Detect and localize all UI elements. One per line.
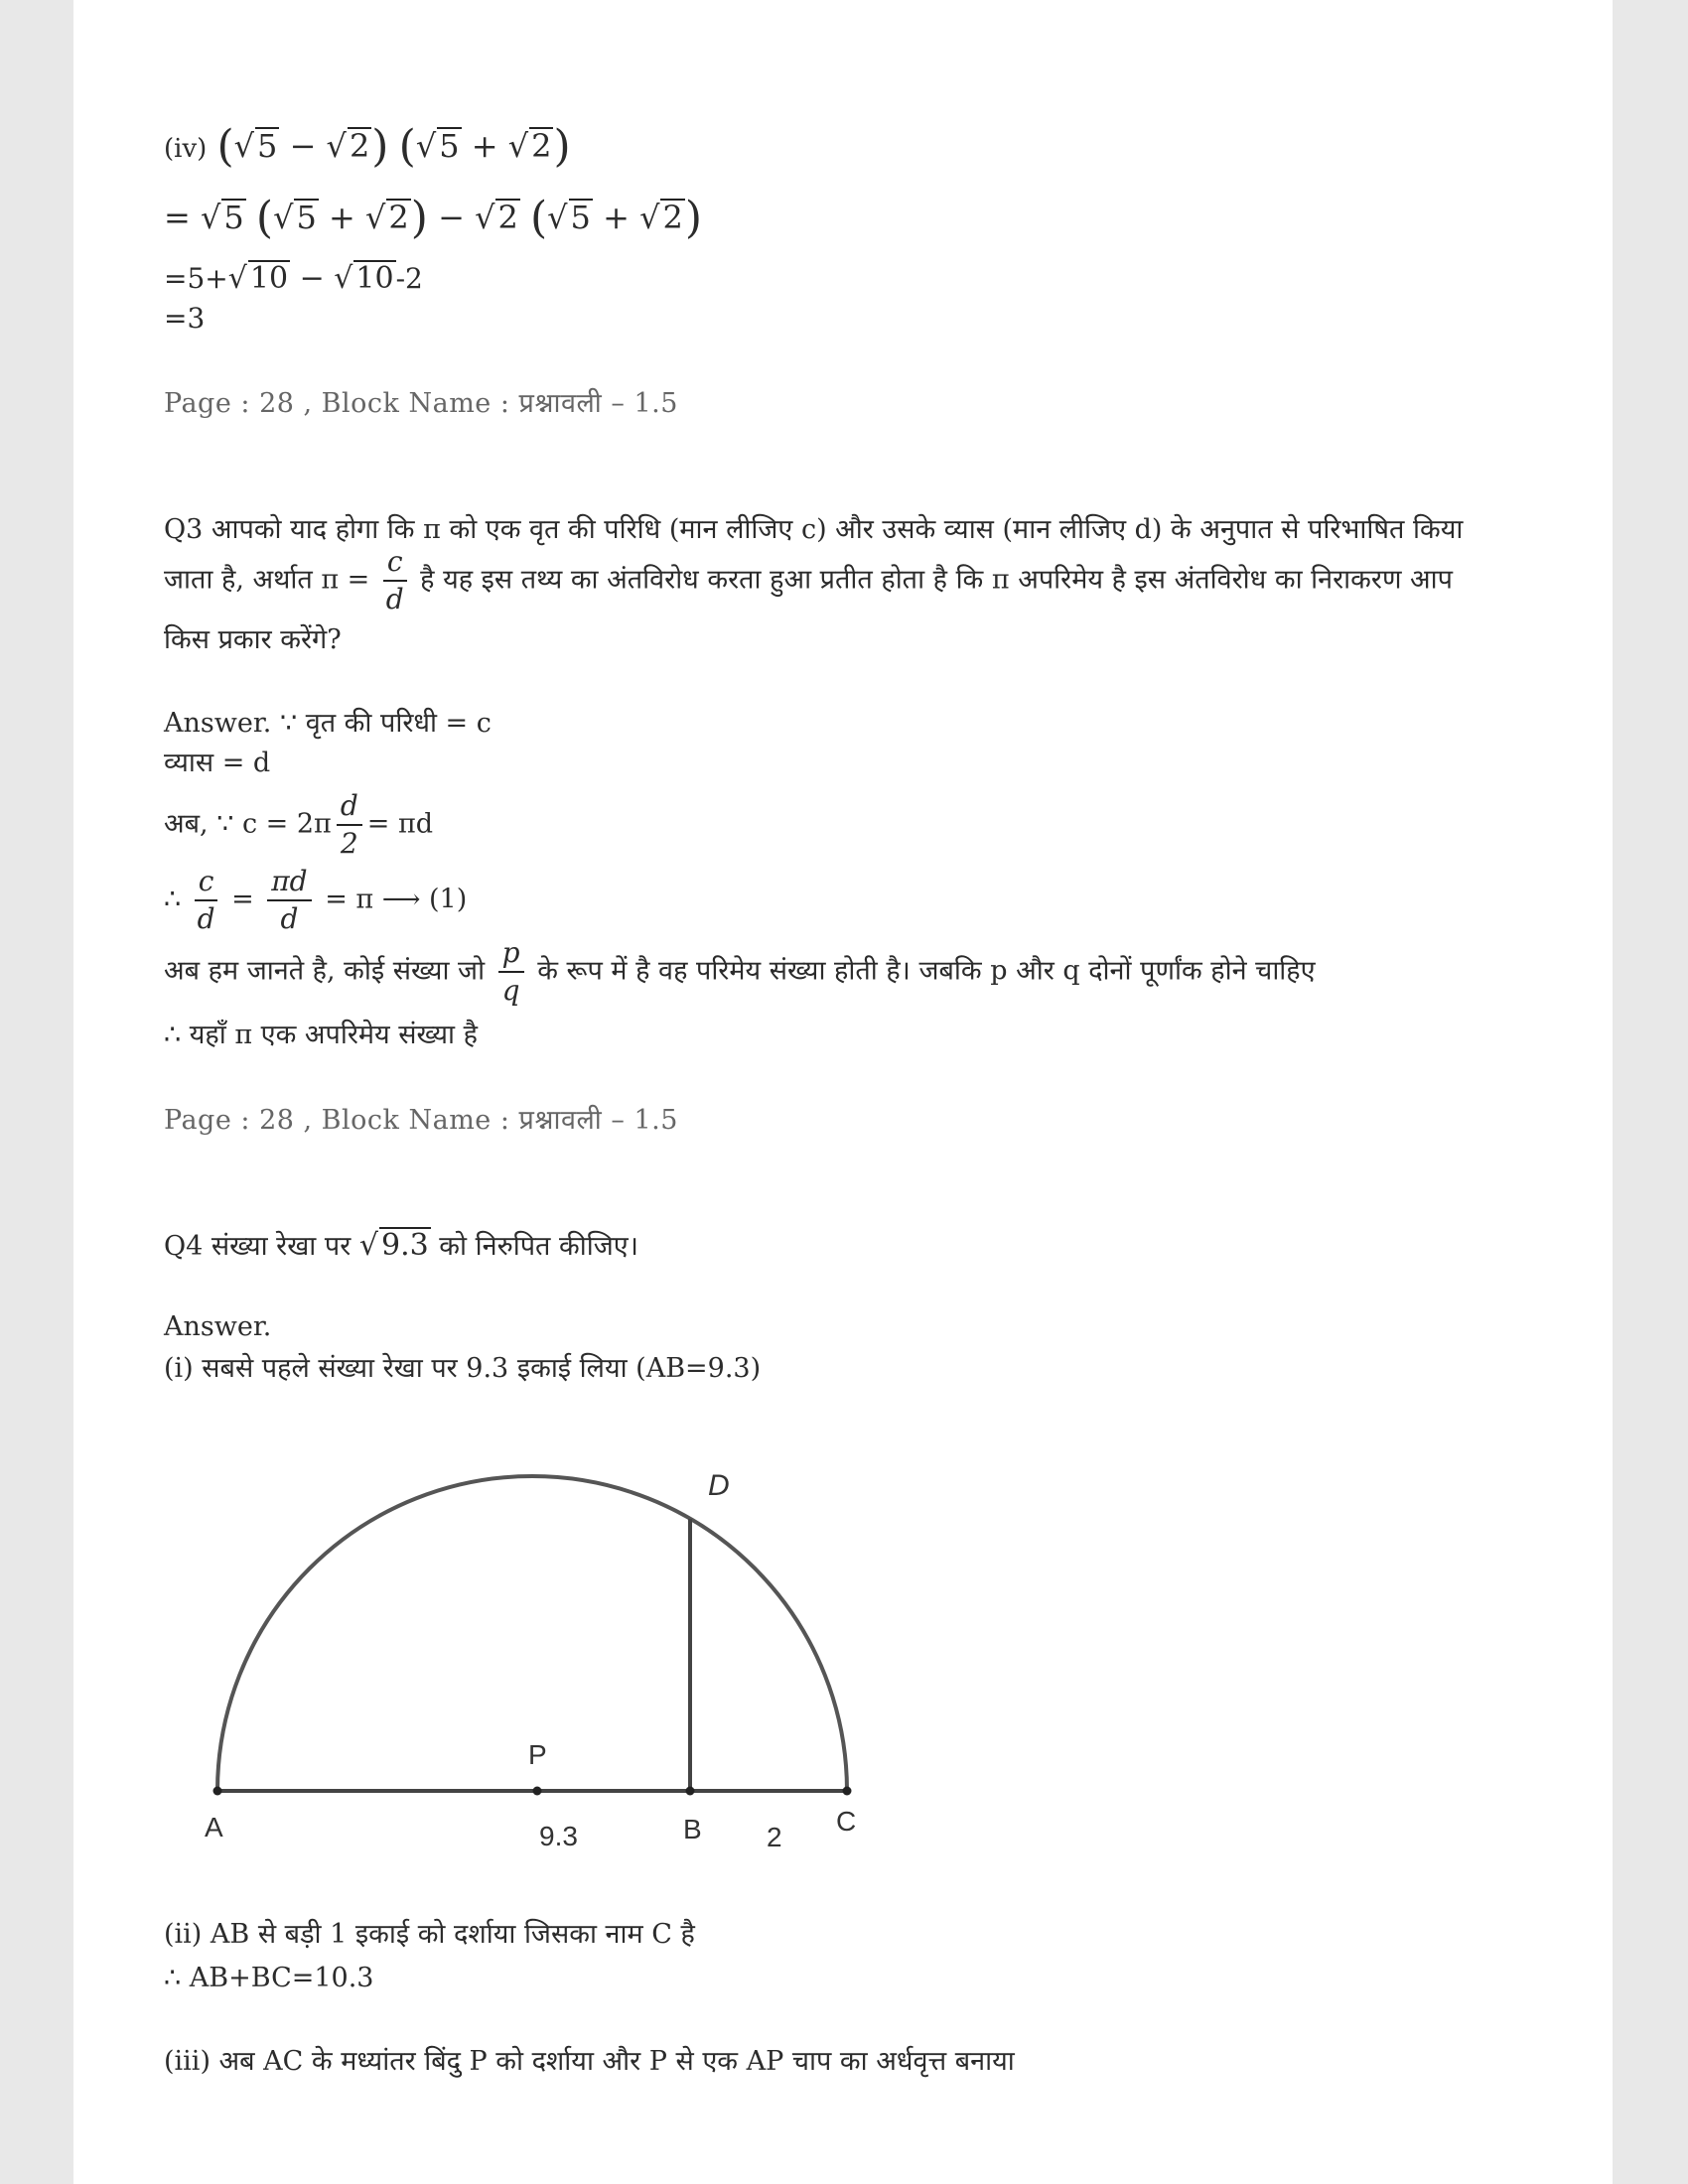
- label-p: P: [528, 1739, 547, 1770]
- q3-line3: किस प्रकार करेंगे?: [164, 624, 342, 655]
- label-d: D: [708, 1469, 730, 1502]
- numerator: d: [337, 788, 362, 826]
- q2-iv-line2: = √5 (√5 + √2) − √2 (√5 + √2): [164, 193, 702, 243]
- line5-before: अब हम जानते है, कोई संख्या जो: [164, 955, 486, 987]
- q3-answer-line6: ∴ यहाँ π एक अपरिमेय संख्या है: [164, 1020, 478, 1050]
- radicand: 9.3: [380, 1228, 429, 1263]
- radicand: 2: [531, 127, 552, 165]
- denominator: q: [501, 974, 520, 1007]
- therefore: ∴: [164, 884, 182, 915]
- expr-mid: −: [290, 261, 335, 296]
- q2-iv-label: (iv): [164, 134, 208, 164]
- plus: +: [471, 127, 498, 165]
- line3-before: अब, ∵ c = 2π: [164, 808, 332, 840]
- radicand: 5: [439, 127, 460, 165]
- q4-before: Q4 संख्या रेखा पर: [164, 1231, 352, 1262]
- q4-step1: (i) सबसे पहले संख्या रेखा पर 9.3 इकाई लिया (AB=9.3): [164, 1353, 762, 1384]
- label-ab-length: 9.3: [539, 1821, 578, 1851]
- numerator: c: [383, 544, 407, 582]
- minus: −: [289, 127, 317, 165]
- q3-line2-after: है यह इस तथ्य का अंतविरोध करता हुआ प्रतीत होता है कि π अपरिमेय है इस अंतविरोध का निराकरण आप: [420, 564, 1453, 596]
- equals: =: [231, 884, 254, 915]
- q4-step3: (iii) अब AC के मध्यांतर बिंदु P को दर्शाया और P से एक AP चाप का अर्धवृत्त बनाया: [164, 2046, 1015, 2077]
- q4-step2: (ii) AB से बड़ी 1 इकाई को दर्शाया जिसका नाम C है: [164, 1919, 695, 1950]
- q2-iv-line3: =5+√ 10 − √ 10-2: [164, 261, 423, 296]
- plus: +: [329, 199, 355, 236]
- point-c: [843, 1787, 852, 1796]
- q4-question: Q4 संख्या रेखा पर √ 9.3 को निरुपित कीजिए।: [164, 1228, 638, 1263]
- numerator: πd: [267, 864, 311, 901]
- point-b: [686, 1787, 695, 1796]
- page-reference: Page : 28 , Block Name : प्रश्नावली – 1.5: [164, 388, 678, 419]
- radicand: 2: [662, 199, 683, 236]
- line4-after: = π ⟶ (1): [325, 884, 468, 915]
- q3-answer-line2: व्यास = d: [164, 748, 271, 778]
- radicand: 2: [388, 199, 409, 236]
- q3-line2-before: जाता है, अर्थात π =: [164, 564, 370, 596]
- q2-iv-result: =3: [164, 302, 206, 335]
- page-reference: Page : 28 , Block Name : प्रश्नावली – 1.5: [164, 1105, 678, 1136]
- radicand: 5: [296, 199, 317, 236]
- q4-after: को निरुपित कीजिए।: [439, 1231, 638, 1262]
- label-c: C: [836, 1806, 857, 1837]
- expr-prefix: =5+: [164, 262, 228, 295]
- radicand: 5: [257, 127, 278, 165]
- q3-line1: Q3 आपको याद होगा कि π को एक वृत की परिधि (मान लीजिए c) और उसके व्यास (मान लीजिए d) के अनुपात से परिभाषित किया: [164, 514, 1464, 545]
- equals: =: [164, 199, 191, 236]
- radicand: 5: [570, 199, 591, 236]
- plus: +: [603, 199, 630, 236]
- q4-answer-label: Answer.: [164, 1311, 272, 1342]
- point-p: [533, 1787, 542, 1796]
- radicand: 10: [355, 261, 394, 296]
- line5-after: के रूप में है वह परिमेय संख्या होती है। जबकि p और q दोनों पूर्णांक होने चाहिए: [537, 955, 1316, 987]
- denominator: 2: [340, 827, 358, 860]
- q2-iv-line1: (iv) (√5 − √2) (√5 + √2): [164, 121, 571, 172]
- label-b: B: [683, 1814, 702, 1844]
- label-bc-length: 2: [767, 1822, 782, 1852]
- label-a: A: [205, 1812, 223, 1843]
- denominator: d: [197, 902, 215, 935]
- radicand: 2: [497, 199, 518, 236]
- numerator: c: [195, 864, 218, 901]
- radicand: 2: [349, 127, 370, 165]
- minus: −: [438, 199, 465, 236]
- denominator: d: [385, 583, 404, 615]
- q4-step2b: ∴ AB+BC=10.3: [164, 1963, 374, 1993]
- point-a: [213, 1787, 222, 1796]
- line3-after: = πd: [366, 808, 433, 840]
- denominator: d: [280, 902, 299, 935]
- radicand: 10: [249, 261, 289, 296]
- numerator: p: [498, 935, 524, 973]
- q3-answer-line1: Answer. ∵ वृत की परिधी = c: [164, 708, 492, 739]
- radicand: 5: [223, 199, 244, 236]
- expr-suffix: -2: [395, 262, 423, 295]
